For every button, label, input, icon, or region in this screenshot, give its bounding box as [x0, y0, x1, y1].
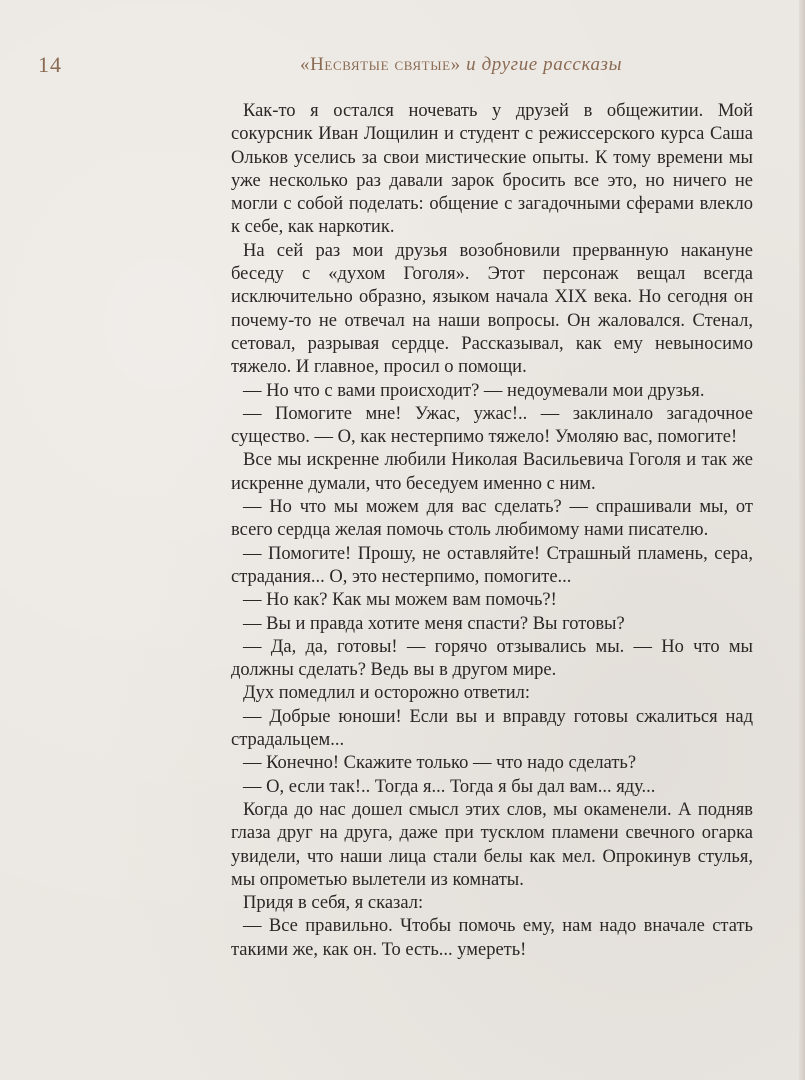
book-title	[300, 54, 622, 76]
paragraph: Все мы искренне любили Николая Васильевича Гоголя и так же искренне думали, что беседуем именно с ним.	[231, 450, 753, 494]
running-head	[38, 52, 678, 82]
dialogue-line: — О, если так!.. Тогда я... Тогда я бы дал вам... яду...	[243, 776, 656, 797]
dialogue-line: — Да, да, готовы! — горячо отзывались мы. — Но что мы должны сделать? Ведь вы в другом мире.	[231, 636, 753, 681]
dialogue-line: — Все правильно. Чтобы помочь ему, нам надо вначале стать такими же, как он. То есть... умереть!	[231, 916, 753, 960]
book-title-sub: и другие рассказы	[466, 54, 623, 75]
dialogue-line: — Но как? Как мы можем вам помочь?!	[243, 590, 557, 611]
paragraph: Придя в себя, я сказал:	[243, 893, 424, 914]
book-title-main: «Несвятые святые»	[300, 54, 461, 75]
page-edge	[799, 0, 805, 1080]
text-body	[231, 100, 753, 962]
dialogue-line: — Но что мы можем для вас сделать? — спрашивали мы, от всего сердца желая помочь столь любимому нами писателю.	[231, 497, 753, 541]
dialogue-line: — Помогите мне! Ужас, ужас!.. — заклинало загадочное существо. — О, как нестерпимо тяжело! Умоляю вас, помогите!	[231, 403, 753, 448]
paragraph: Как-то я остался ночевать у друзей в общежитии. Мой сокурсник Иван Лощилин и студент с режиссерского курса Саша Ольков уселись за свои мистические опыты. К тому времени мы уже несколько раз давали зарок бросить все это, но ничего не могли с собой поделать: общение с загадочными сферами влекло к себе, как наркотик.	[231, 101, 753, 238]
dialogue-line: — Конечно! Скажите только — что надо сделать?	[243, 753, 637, 774]
dialogue-line: — Но что с вами происходит? — недоумевали мои друзья.	[243, 380, 705, 401]
paragraph: Когда до нас дошел смысл этих слов, мы окаменели. А подняв глаза друг на друга, даже при тусклом пламени свечного огарка увидели, что наши лица стали белы как мел. Опрокинув стулья, мы опрометью вылетели из комнаты.	[231, 799, 753, 890]
dialogue-line: — Помогите! Прошу, не оставляйте! Страшный пламень, сера, страдания... О, это нестерпимо, помогите...	[231, 543, 753, 587]
paragraph: Дух помедлил и осторожно ответил:	[243, 683, 531, 704]
page-number: 14	[38, 52, 62, 77]
paragraph: На сей раз мои друзья возобновили прерванную накануне беседу с «духом Гоголя». Этот персонаж вещал всегда исключительно образно, языком начала XIX века. Но сегодня он почему-то не отвечал на наши вопросы. Он жаловался. Стенал, сетовал, разрывая сердце. Рассказывал, как ему невыносимо тяжело. И главное, просил о помощи.	[231, 240, 753, 378]
dialogue-line: — Добрые юноши! Если вы и вправду готовы сжалиться над страдальцем...	[231, 706, 753, 751]
dialogue-line: — Вы и правда хотите меня спасти? Вы готовы?	[243, 613, 625, 634]
